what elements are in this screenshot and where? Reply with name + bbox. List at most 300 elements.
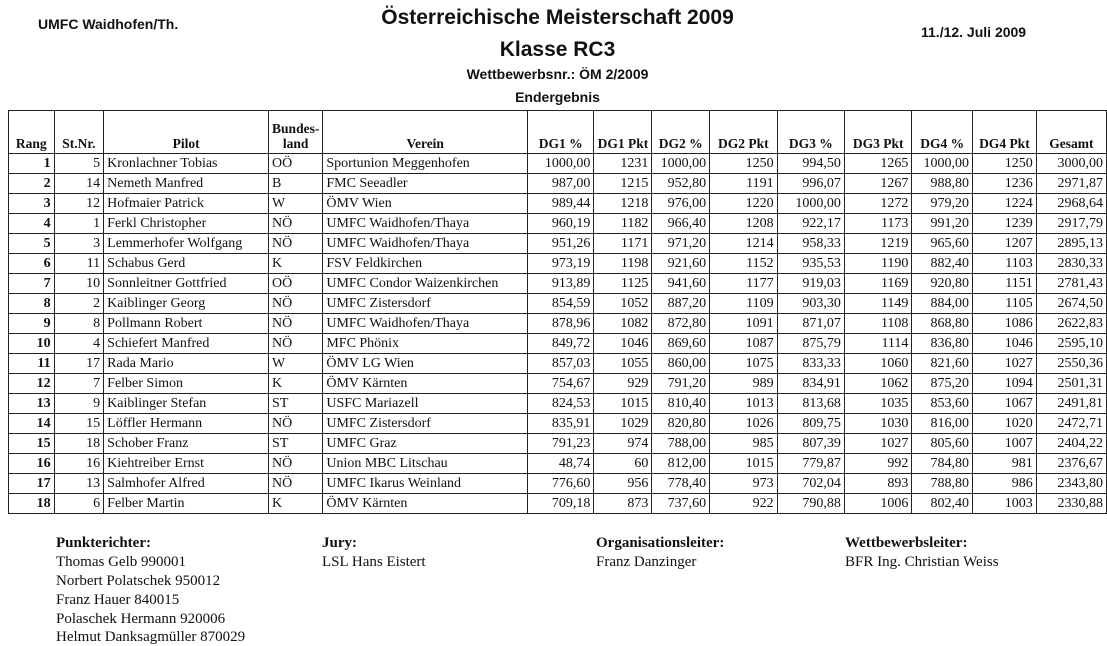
wettbewerbsleiter-name: BFR Ing. Christian Weiss [845, 554, 999, 570]
cell-rank: 2 [9, 174, 55, 194]
cell-dg1-points: 1198 [594, 254, 652, 274]
cell-dg4-percent: 853,60 [912, 394, 973, 414]
cell-dg2-percent: 887,20 [652, 294, 710, 314]
cell-dg3-points: 893 [844, 474, 912, 494]
cell-bundesland: NÖ [269, 314, 323, 334]
cell-gesamt: 2781,43 [1036, 274, 1106, 294]
cell-dg4-percent: 920,80 [912, 274, 973, 294]
jury-name: LSL Hans Eistert [322, 554, 426, 570]
cell-dg4-points: 1151 [973, 274, 1037, 294]
cell-dg1-percent: 1000,00 [528, 154, 594, 174]
cell-start-number: 11 [54, 254, 104, 274]
cell-gesamt: 2491,81 [1036, 394, 1106, 414]
cell-dg3-percent: 875,79 [777, 334, 844, 354]
cell-dg2-percent: 941,60 [652, 274, 710, 294]
cell-dg1-percent: 973,19 [528, 254, 594, 274]
cell-dg3-percent: 935,53 [777, 254, 844, 274]
cell-gesamt: 2472,71 [1036, 414, 1106, 434]
cell-rank: 4 [9, 214, 55, 234]
cell-dg1-points: 1052 [594, 294, 652, 314]
cell-dg2-percent: 810,40 [652, 394, 710, 414]
cell-gesamt: 2674,50 [1036, 294, 1106, 314]
cell-pilot-name: Löffler Hermann [104, 414, 269, 434]
cell-dg3-percent: 922,17 [777, 214, 844, 234]
results-table [8, 110, 1107, 514]
cell-dg2-percent: 820,80 [652, 414, 710, 434]
cell-pilot-name: Kaiblinger Stefan [104, 394, 269, 414]
cell-dg1-percent: 776,60 [528, 474, 594, 494]
judge-name: Polaschek Hermann 920006 [56, 611, 226, 627]
event-date: 11./12. Juli 2009 [921, 24, 1027, 40]
cell-start-number: 16 [54, 454, 104, 474]
cell-dg2-points: 1026 [710, 414, 778, 434]
cell-dg3-percent: 994,50 [777, 154, 844, 174]
cell-dg1-points: 1046 [594, 334, 652, 354]
table-row [9, 234, 1107, 254]
punkterichter-heading: Punkterichter: [56, 535, 151, 551]
organisationsleiter-heading: Organisationsleiter: [596, 535, 725, 551]
cell-gesamt: 2622,83 [1036, 314, 1106, 334]
table-row [9, 274, 1107, 294]
cell-rank: 14 [9, 414, 55, 434]
cell-verein: UMFC Zistersdorf [323, 294, 528, 314]
cell-rank: 10 [9, 334, 55, 354]
cell-start-number: 14 [54, 174, 104, 194]
cell-dg4-points: 1250 [973, 154, 1037, 174]
cell-bundesland: ST [269, 434, 323, 454]
cell-dg1-percent: 913,89 [528, 274, 594, 294]
cell-verein: ÖMV Wien [323, 194, 528, 214]
col-header-dg1-points: DG1 Pkt [594, 111, 652, 154]
cell-pilot-name: Schabus Gerd [104, 254, 269, 274]
cell-rank: 3 [9, 194, 55, 214]
cell-gesamt: 2376,67 [1036, 454, 1106, 474]
competition-number: Wettbewerbsnr.: ÖM 2/2009 [466, 66, 649, 82]
cell-bundesland: K [269, 254, 323, 274]
cell-gesamt: 2330,88 [1036, 494, 1106, 514]
cell-dg4-points: 986 [973, 474, 1037, 494]
cell-start-number: 9 [54, 394, 104, 414]
cell-dg1-points: 1029 [594, 414, 652, 434]
cell-dg2-points: 1177 [710, 274, 778, 294]
cell-dg3-percent: 779,87 [777, 454, 844, 474]
cell-start-number: 15 [54, 414, 104, 434]
table-row [9, 374, 1107, 394]
cell-dg2-percent: 966,40 [652, 214, 710, 234]
document-title: Österreichische Meisterschaft 2009 [381, 6, 734, 29]
table-row [9, 334, 1107, 354]
cell-pilot-name: Nemeth Manfred [104, 174, 269, 194]
cell-gesamt: 3000,00 [1036, 154, 1106, 174]
cell-dg2-points: 1015 [710, 454, 778, 474]
cell-start-number: 10 [54, 274, 104, 294]
cell-dg2-points: 973 [710, 474, 778, 494]
cell-dg4-points: 1224 [973, 194, 1037, 214]
table-row [9, 474, 1107, 494]
cell-dg3-points: 1062 [844, 374, 912, 394]
cell-dg1-percent: 857,03 [528, 354, 594, 374]
cell-dg2-points: 985 [710, 434, 778, 454]
cell-bundesland: K [269, 374, 323, 394]
cell-dg4-percent: 784,80 [912, 454, 973, 474]
cell-dg1-points: 1171 [594, 234, 652, 254]
col-header-stnr: St.Nr. [54, 111, 104, 154]
table-row [9, 174, 1107, 194]
cell-dg1-percent: 987,00 [528, 174, 594, 194]
cell-rank: 7 [9, 274, 55, 294]
cell-dg3-points: 1027 [844, 434, 912, 454]
cell-verein: UMFC Waidhofen/Thaya [323, 234, 528, 254]
cell-bundesland: NÖ [269, 334, 323, 354]
cell-dg1-points: 929 [594, 374, 652, 394]
cell-dg2-points: 1075 [710, 354, 778, 374]
cell-dg3-points: 1190 [844, 254, 912, 274]
cell-dg3-points: 1219 [844, 234, 912, 254]
results-subtitle: Endergebnis [515, 89, 600, 105]
cell-dg4-percent: 816,00 [912, 414, 973, 434]
cell-bundesland: NÖ [269, 414, 323, 434]
cell-dg2-points: 922 [710, 494, 778, 514]
cell-dg3-percent: 834,91 [777, 374, 844, 394]
cell-bundesland: NÖ [269, 454, 323, 474]
cell-gesamt: 2550,36 [1036, 354, 1106, 374]
cell-dg3-percent: 958,33 [777, 234, 844, 254]
cell-dg1-percent: 854,59 [528, 294, 594, 314]
cell-verein: UMFC Waidhofen/Thaya [323, 314, 528, 334]
judge-name: Thomas Gelb 990001 [56, 554, 186, 570]
cell-dg3-points: 1149 [844, 294, 912, 314]
cell-gesamt: 2971,87 [1036, 174, 1106, 194]
cell-gesamt: 2501,31 [1036, 374, 1106, 394]
cell-bundesland: NÖ [269, 234, 323, 254]
cell-verein: UMFC Waidhofen/Thaya [323, 214, 528, 234]
cell-dg4-points: 1007 [973, 434, 1037, 454]
cell-gesamt: 2917,79 [1036, 214, 1106, 234]
cell-dg1-percent: 960,19 [528, 214, 594, 234]
class-title: Klasse RC3 [499, 38, 616, 61]
cell-start-number: 5 [54, 154, 104, 174]
cell-dg3-points: 1173 [844, 214, 912, 234]
cell-dg3-points: 1267 [844, 174, 912, 194]
col-header-verein: Verein [323, 111, 528, 154]
cell-pilot-name: Kiehtreiber Ernst [104, 454, 269, 474]
cell-gesamt: 2895,13 [1036, 234, 1106, 254]
table-header-row [9, 111, 1107, 154]
cell-dg4-percent: 802,40 [912, 494, 973, 514]
cell-dg1-points: 1125 [594, 274, 652, 294]
cell-dg4-points: 981 [973, 454, 1037, 474]
cell-dg1-percent: 878,96 [528, 314, 594, 334]
col-header-dg3-percent: DG3 % [777, 111, 844, 154]
cell-dg3-points: 992 [844, 454, 912, 474]
cell-start-number: 1 [54, 214, 104, 234]
cell-dg2-percent: 976,00 [652, 194, 710, 214]
cell-dg3-percent: 809,75 [777, 414, 844, 434]
cell-start-number: 2 [54, 294, 104, 314]
cell-dg3-points: 1030 [844, 414, 912, 434]
cell-dg2-points: 989 [710, 374, 778, 394]
cell-dg1-percent: 989,44 [528, 194, 594, 214]
cell-pilot-name: Sonnleitner Gottfried [104, 274, 269, 294]
cell-rank: 17 [9, 474, 55, 494]
cell-dg2-points: 1208 [710, 214, 778, 234]
table-row [9, 414, 1107, 434]
cell-rank: 5 [9, 234, 55, 254]
cell-dg2-percent: 921,60 [652, 254, 710, 274]
cell-bundesland: NÖ [269, 214, 323, 234]
cell-rank: 8 [9, 294, 55, 314]
cell-dg4-percent: 991,20 [912, 214, 973, 234]
cell-dg1-points: 974 [594, 434, 652, 454]
cell-bundesland: OÖ [269, 274, 323, 294]
cell-verein: UMFC Graz [323, 434, 528, 454]
cell-rank: 11 [9, 354, 55, 374]
cell-dg4-points: 1103 [973, 254, 1037, 274]
cell-dg4-percent: 805,60 [912, 434, 973, 454]
table-row [9, 294, 1107, 314]
table-row [9, 394, 1107, 414]
cell-dg4-percent: 979,20 [912, 194, 973, 214]
cell-pilot-name: Hofmaier Patrick [104, 194, 269, 214]
cell-dg2-percent: 788,00 [652, 434, 710, 454]
cell-dg1-percent: 754,67 [528, 374, 594, 394]
cell-dg4-points: 1027 [973, 354, 1037, 374]
cell-start-number: 18 [54, 434, 104, 454]
cell-dg2-percent: 737,60 [652, 494, 710, 514]
cell-dg2-percent: 872,80 [652, 314, 710, 334]
cell-dg3-points: 1108 [844, 314, 912, 334]
cell-dg4-points: 1046 [973, 334, 1037, 354]
cell-dg2-percent: 971,20 [652, 234, 710, 254]
cell-pilot-name: Rada Mario [104, 354, 269, 374]
judge-name: Norbert Polatschek 950012 [56, 573, 221, 589]
cell-bundesland: OÖ [269, 154, 323, 174]
cell-verein: UMFC Zistersdorf [323, 414, 528, 434]
cell-dg1-percent: 951,26 [528, 234, 594, 254]
cell-dg2-points: 1220 [710, 194, 778, 214]
cell-dg2-points: 1250 [710, 154, 778, 174]
cell-pilot-name: Kronlachner Tobias [104, 154, 269, 174]
cell-dg3-percent: 871,07 [777, 314, 844, 334]
table-row [9, 154, 1107, 174]
cell-start-number: 3 [54, 234, 104, 254]
cell-dg1-points: 60 [594, 454, 652, 474]
judge-name: Franz Hauer 840015 [56, 592, 180, 608]
cell-pilot-name: Lemmerhofer Wolfgang [104, 234, 269, 254]
cell-dg2-percent: 778,40 [652, 474, 710, 494]
cell-dg3-points: 1265 [844, 154, 912, 174]
table-row [9, 254, 1107, 274]
cell-bundesland: K [269, 494, 323, 514]
cell-dg4-points: 1067 [973, 394, 1037, 414]
table-row [9, 214, 1107, 234]
cell-verein: FMC Seeadler [323, 174, 528, 194]
col-header-dg2-points: DG2 Pkt [710, 111, 778, 154]
table-row [9, 314, 1107, 334]
cell-dg2-percent: 791,20 [652, 374, 710, 394]
cell-dg1-points: 956 [594, 474, 652, 494]
bundesland-line-1: Bundes- [272, 121, 320, 136]
cell-dg3-percent: 919,03 [777, 274, 844, 294]
cell-dg2-percent: 952,80 [652, 174, 710, 194]
cell-dg4-percent: 836,80 [912, 334, 973, 354]
cell-dg1-points: 1215 [594, 174, 652, 194]
cell-dg4-points: 1003 [973, 494, 1037, 514]
cell-dg4-points: 1236 [973, 174, 1037, 194]
cell-dg3-percent: 903,30 [777, 294, 844, 314]
cell-rank: 9 [9, 314, 55, 334]
cell-dg4-points: 1086 [973, 314, 1037, 334]
cell-verein: ÖMV LG Wien [323, 354, 528, 374]
cell-dg2-percent: 860,00 [652, 354, 710, 374]
cell-dg4-percent: 868,80 [912, 314, 973, 334]
cell-rank: 1 [9, 154, 55, 174]
cell-dg4-percent: 788,80 [912, 474, 973, 494]
cell-pilot-name: Salmhofer Alfred [104, 474, 269, 494]
cell-dg2-points: 1109 [710, 294, 778, 314]
cell-start-number: 7 [54, 374, 104, 394]
cell-dg2-points: 1191 [710, 174, 778, 194]
cell-dg3-percent: 813,68 [777, 394, 844, 414]
cell-bundesland: B [269, 174, 323, 194]
wettbewerbsleiter-heading: Wettbewerbsleiter: [845, 535, 968, 551]
cell-start-number: 12 [54, 194, 104, 214]
cell-rank: 18 [9, 494, 55, 514]
cell-dg1-points: 1082 [594, 314, 652, 334]
cell-start-number: 13 [54, 474, 104, 494]
cell-gesamt: 2968,64 [1036, 194, 1106, 214]
cell-dg1-percent: 824,53 [528, 394, 594, 414]
cell-dg4-percent: 1000,00 [912, 154, 973, 174]
cell-dg1-points: 1231 [594, 154, 652, 174]
cell-dg4-points: 1239 [973, 214, 1037, 234]
cell-dg2-percent: 812,00 [652, 454, 710, 474]
cell-dg2-points: 1091 [710, 314, 778, 334]
col-header-dg2-percent: DG2 % [652, 111, 710, 154]
table-row [9, 434, 1107, 454]
cell-verein: ÖMV Kärnten [323, 374, 528, 394]
cell-dg2-points: 1013 [710, 394, 778, 414]
table-row [9, 194, 1107, 214]
col-header-gesamt: Gesamt [1036, 111, 1106, 154]
cell-rank: 16 [9, 454, 55, 474]
table-row [9, 454, 1107, 474]
cell-rank: 6 [9, 254, 55, 274]
col-header-dg4-points: DG4 Pkt [973, 111, 1037, 154]
cell-dg2-points: 1152 [710, 254, 778, 274]
cell-dg4-points: 1094 [973, 374, 1037, 394]
cell-pilot-name: Schiefert Manfred [104, 334, 269, 354]
cell-dg1-points: 1218 [594, 194, 652, 214]
cell-dg2-points: 1087 [710, 334, 778, 354]
cell-gesamt: 2404,22 [1036, 434, 1106, 454]
judge-name: Helmut Danksagmüller 870029 [56, 629, 246, 645]
cell-pilot-name: Ferkl Christopher [104, 214, 269, 234]
cell-verein: MFC Phönix [323, 334, 528, 354]
cell-dg3-points: 1114 [844, 334, 912, 354]
cell-start-number: 6 [54, 494, 104, 514]
col-header-dg3-points: DG3 Pkt [844, 111, 912, 154]
table-row [9, 354, 1107, 374]
cell-gesamt: 2595,10 [1036, 334, 1106, 354]
cell-rank: 13 [9, 394, 55, 414]
cell-dg3-percent: 807,39 [777, 434, 844, 454]
cell-start-number: 17 [54, 354, 104, 374]
cell-pilot-name: Felber Martin [104, 494, 269, 514]
cell-bundesland: W [269, 354, 323, 374]
cell-dg1-percent: 849,72 [528, 334, 594, 354]
cell-pilot-name: Felber Simon [104, 374, 269, 394]
cell-bundesland: ST [269, 394, 323, 414]
col-header-dg1-percent: DG1 % [528, 111, 594, 154]
cell-dg3-percent: 702,04 [777, 474, 844, 494]
cell-dg4-percent: 875,20 [912, 374, 973, 394]
cell-dg4-points: 1105 [973, 294, 1037, 314]
cell-dg1-percent: 709,18 [528, 494, 594, 514]
cell-start-number: 8 [54, 314, 104, 334]
col-header-pilot: Pilot [104, 111, 269, 154]
cell-dg1-percent: 48,74 [528, 454, 594, 474]
cell-gesamt: 2343,80 [1036, 474, 1106, 494]
cell-bundesland: NÖ [269, 474, 323, 494]
cell-dg1-points: 1015 [594, 394, 652, 414]
table-row [9, 494, 1107, 514]
cell-dg3-points: 1006 [844, 494, 912, 514]
jury-heading: Jury: [322, 535, 357, 551]
cell-pilot-name: Kaiblinger Georg [104, 294, 269, 314]
cell-bundesland: NÖ [269, 294, 323, 314]
cell-verein: ÖMV Kärnten [323, 494, 528, 514]
cell-rank: 12 [9, 374, 55, 394]
cell-dg2-percent: 1000,00 [652, 154, 710, 174]
cell-pilot-name: Schober Franz [104, 434, 269, 454]
cell-dg4-points: 1207 [973, 234, 1037, 254]
col-header-dg4-percent: DG4 % [912, 111, 973, 154]
cell-verein: Union MBC Litschau [323, 454, 528, 474]
cell-dg3-percent: 996,07 [777, 174, 844, 194]
organisationsleiter-name: Franz Danzinger [596, 554, 697, 570]
cell-dg3-points: 1272 [844, 194, 912, 214]
cell-dg4-percent: 884,00 [912, 294, 973, 314]
cell-verein: Sportunion Meggenhofen [323, 154, 528, 174]
cell-dg4-percent: 882,40 [912, 254, 973, 274]
cell-rank: 15 [9, 434, 55, 454]
cell-verein: USFC Mariazell [323, 394, 528, 414]
cell-dg2-points: 1214 [710, 234, 778, 254]
cell-verein: FSV Feldkirchen [323, 254, 528, 274]
cell-dg1-percent: 791,23 [528, 434, 594, 454]
cell-dg1-points: 1055 [594, 354, 652, 374]
cell-verein: UMFC Condor Waizenkirchen [323, 274, 528, 294]
cell-dg3-points: 1035 [844, 394, 912, 414]
cell-dg3-percent: 833,33 [777, 354, 844, 374]
cell-dg3-percent: 790,88 [777, 494, 844, 514]
cell-dg3-points: 1169 [844, 274, 912, 294]
cell-bundesland: W [269, 194, 323, 214]
col-header-bundesland [269, 111, 323, 154]
cell-dg2-percent: 869,60 [652, 334, 710, 354]
cell-dg1-percent: 835,91 [528, 414, 594, 434]
cell-dg4-percent: 965,60 [912, 234, 973, 254]
col-header-rang: Rang [9, 111, 55, 154]
bundesland-line-2: land [282, 136, 309, 151]
cell-dg3-percent: 1000,00 [777, 194, 844, 214]
cell-pilot-name: Pollmann Robert [104, 314, 269, 334]
cell-dg4-percent: 988,80 [912, 174, 973, 194]
cell-dg4-percent: 821,60 [912, 354, 973, 374]
cell-dg3-points: 1060 [844, 354, 912, 374]
cell-gesamt: 2830,33 [1036, 254, 1106, 274]
